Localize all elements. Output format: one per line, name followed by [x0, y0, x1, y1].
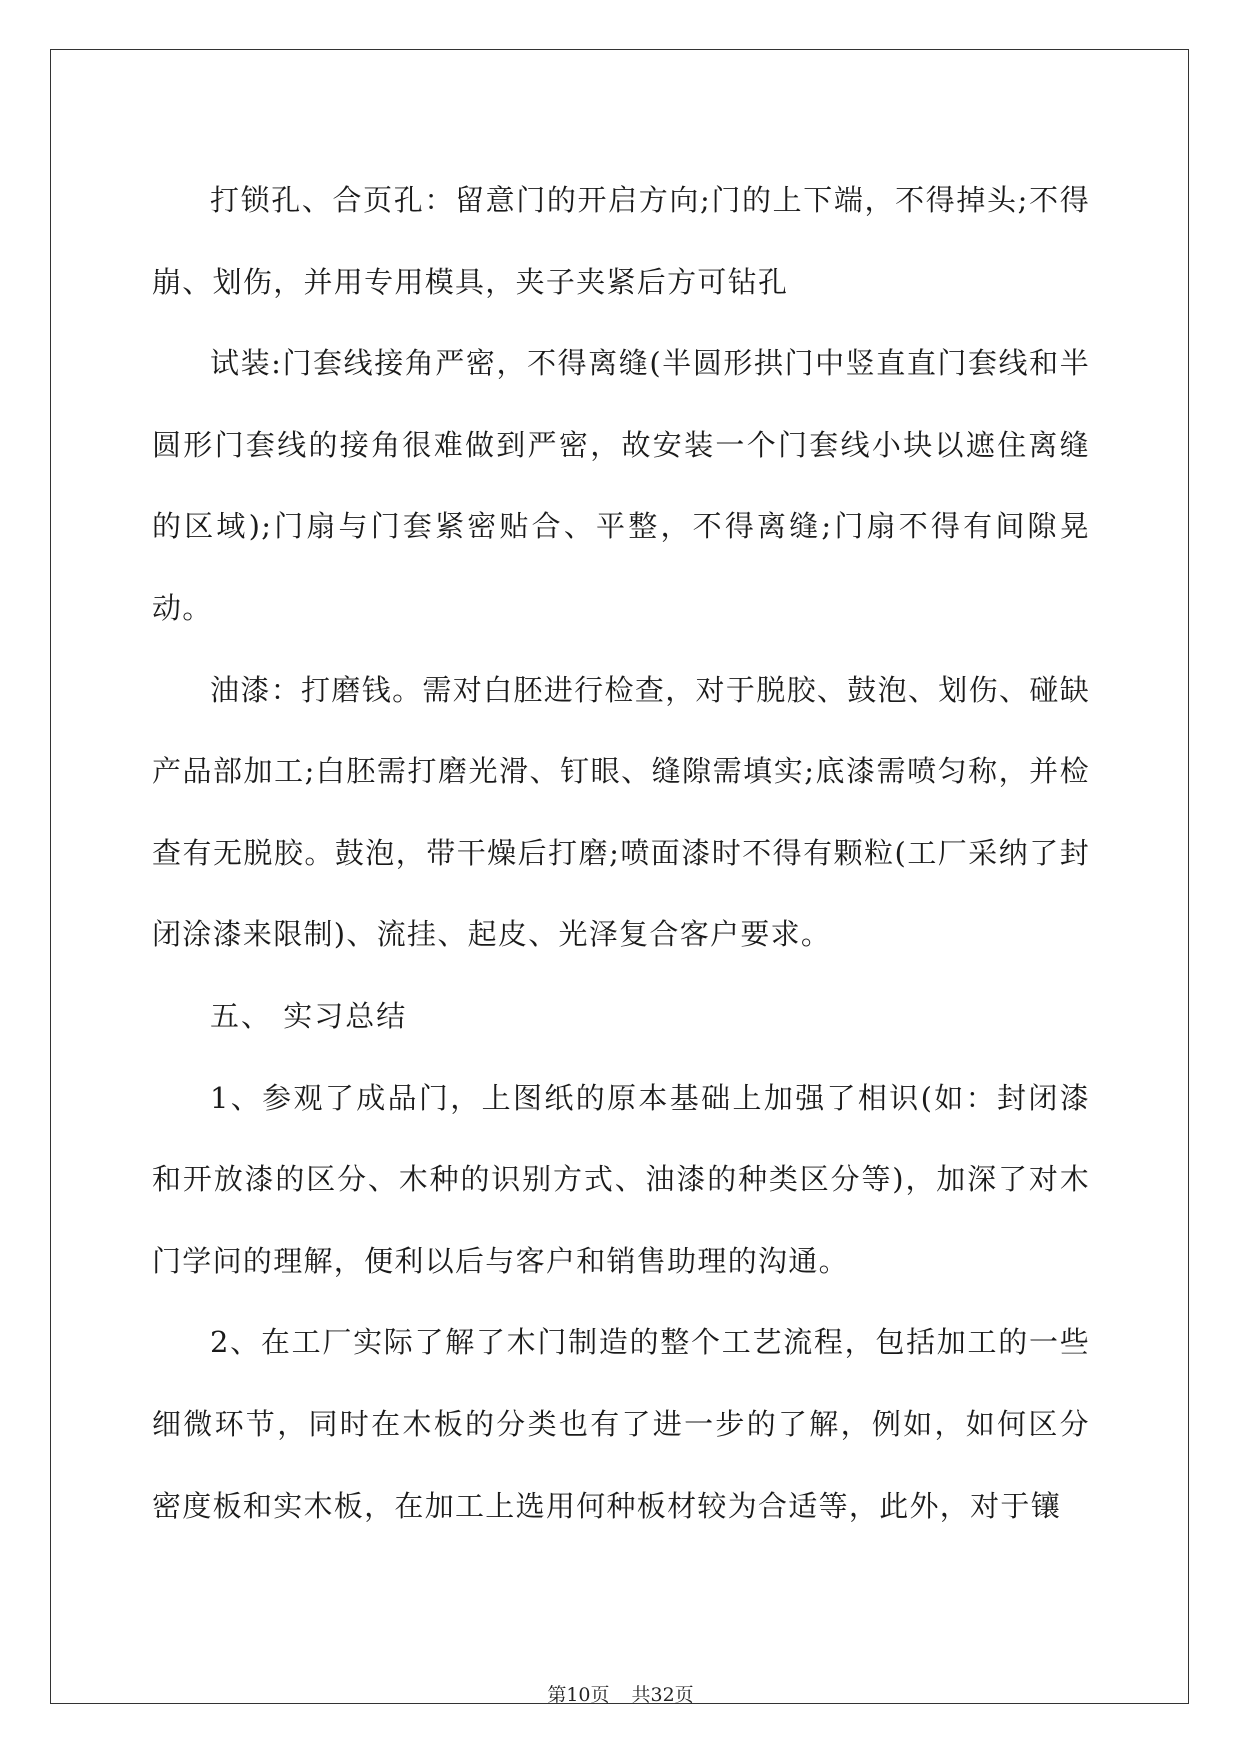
page-number: 第10页 [547, 1684, 610, 1706]
page-footer [0, 1680, 1241, 1707]
page-total: 共32页 [631, 1684, 694, 1706]
paragraph-summary-item-2: 2、在工厂实际了解了木门制造的整个工艺流程，包括加工的一些细微环节，同时在木板的分类也有了进一步的了解，例如，如何区分密度板和实木板，在加工上选用何种板材较为合适等，此外，对于镶 [152, 1325, 1090, 1523]
paragraph-trial-installation: 试装:门套线接角严密，不得离缝(半圆形拱门中竖直直门套线和半圆形门套线的接角很难做到严密，故安装一个门套线小块以遮住离缝的区域);门扇与门套紧密贴合、平整，不得离缝;门扇不得有间隙晃动。 [152, 346, 1090, 625]
section-heading-internship-summary: 五、 实习总结 [210, 998, 408, 1033]
document-body [152, 160, 1090, 1547]
paragraph-door-lock-holes: 打锁孔、合页孔：留意门的开启方向;门的上下端，不得掉头;不得崩、划伤，并用专用模具，夹子夹紧后方可钻孔 [152, 183, 1090, 299]
paragraph-painting: 油漆：打磨钱。需对白胚进行检查，对于脱胶、鼓泡、划伤、碰缺产品部加工;白胚需打磨光滑、钉眼、缝隙需填实;底漆需喷匀称，并检查有无脱胶。鼓泡，带干燥后打磨;喷面漆时不得有颗粒(工厂采纳了封闭涂漆来限制)、流挂、起皮、光泽复合客户要求。 [152, 672, 1090, 952]
paragraph-summary-item-1: 1、参观了成品门，上图纸的原本基础上加强了相识(如：封闭漆和开放漆的区分、木种的识别方式、油漆的种类区分等)，加深了对木门学问的理解，便利以后与客户和销售助理的沟通。 [152, 1080, 1090, 1278]
